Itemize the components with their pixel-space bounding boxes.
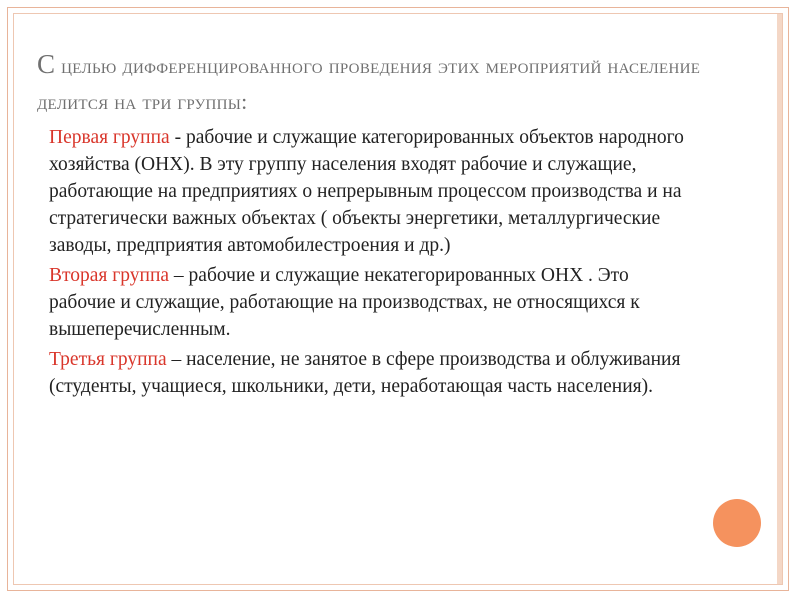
group-1-heading: Первая группа	[49, 127, 170, 148]
slide-title-first-letter: С	[37, 49, 56, 79]
group-1-text: - рабочие и служащие категорированных объектов народного хозяйства (ОНХ). В эту группу населения входят рабочие и служащие, работающие на предприятиях о непрерывным процессом производства и на стратегически важных объектах ( объекты энергетики, металлургические заводы, предприятия автомобилестроения и др.)	[49, 127, 684, 256]
group-2-text: – рабочие и служащие некатегорированных ОНХ . Это рабочие и служащие, работающие на производствах, не относящихся к вышеперечисленным.	[49, 265, 640, 340]
slide-body	[49, 124, 689, 403]
slide-title	[37, 46, 717, 120]
group-3-text: – население, не занятое в сфере производства и облуживания (студенты, учащиеся, школьники, дети, неработающая часть населения).	[49, 349, 681, 397]
decorative-circle	[713, 499, 761, 547]
group-2-paragraph	[49, 262, 689, 343]
slide-title-text: целью дифференцированного проведения этих мероприятий население делится на три группы:	[37, 53, 701, 114]
group-1-paragraph	[49, 124, 689, 259]
group-3-paragraph	[49, 346, 689, 400]
group-2-heading: Вторая группа	[49, 265, 170, 286]
group-3-heading: Третья группа	[49, 349, 167, 370]
slide-frame-stripe	[777, 14, 782, 584]
